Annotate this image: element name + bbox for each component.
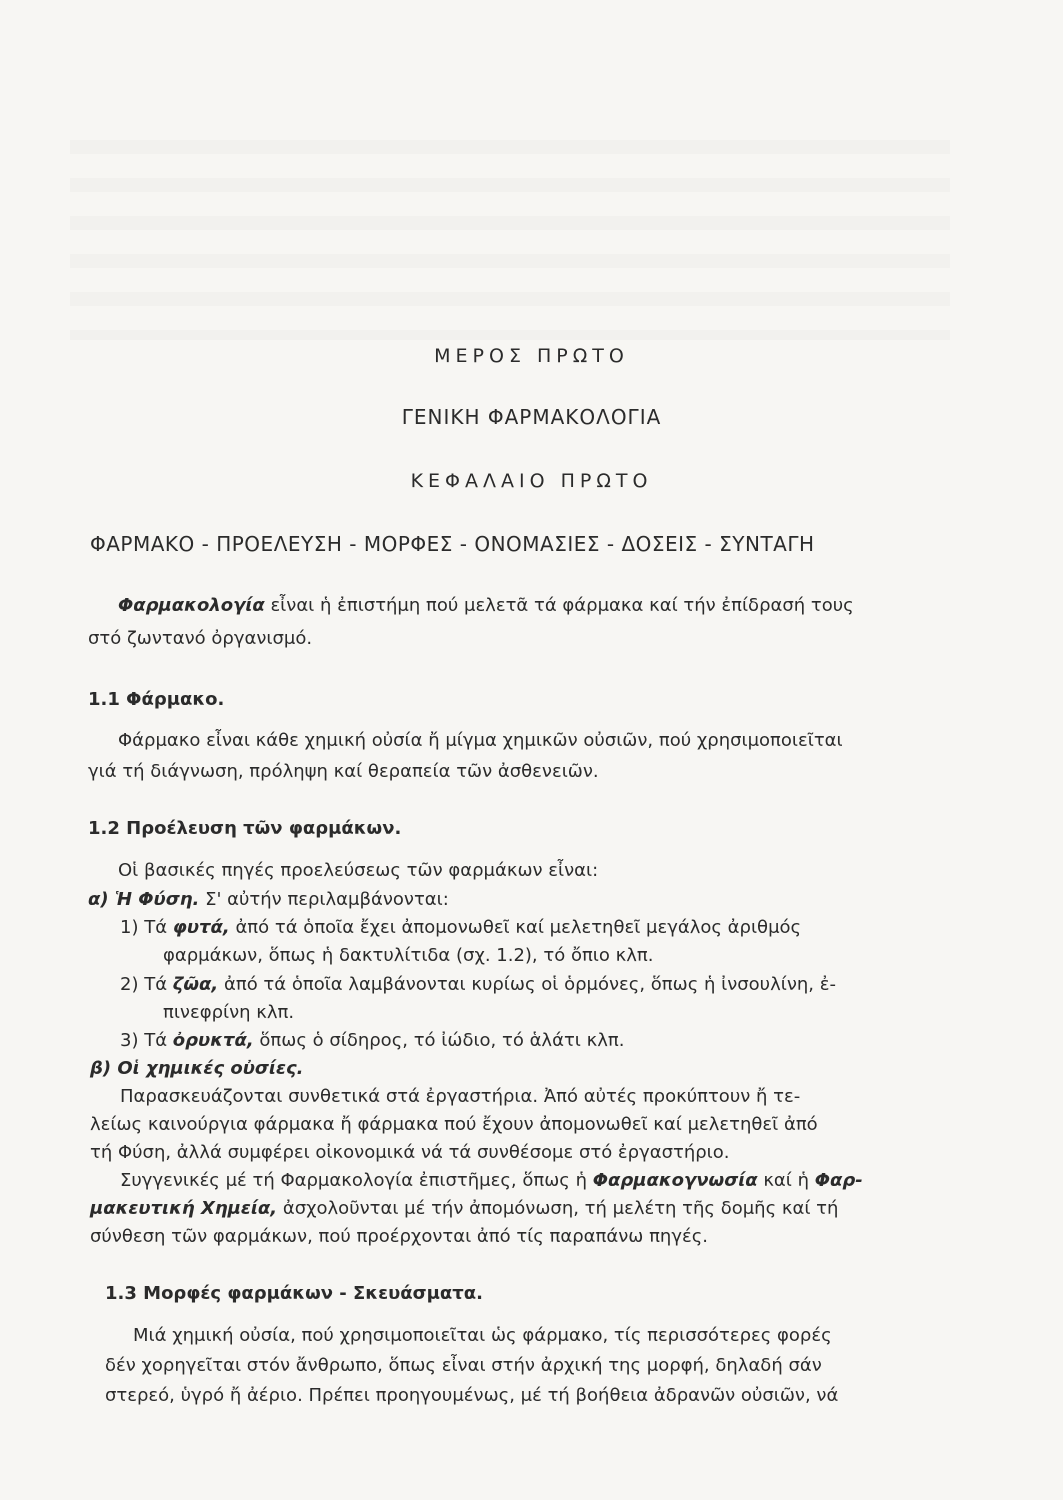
item-1-prefix: 1) Τά — [120, 917, 173, 938]
item-3-rest: ὅπως ὁ σίδηρος, τό ἰώδιο, τό ἁλάτι κλπ. — [253, 1030, 625, 1051]
source-nature-rest: Σ' αὐτήν περιλαμβάνονται: — [199, 889, 449, 910]
pharm-chem-term-part-2: μακευτική Χημεία, — [90, 1198, 278, 1219]
section-1-3-line-2: δέν χορηγεῖται στόν ἄνθρωπο, ὅπως εἶναι στήν ἀρχική της μορφή, δηλαδή σάν — [105, 1355, 822, 1376]
show-through-bleed — [70, 140, 950, 340]
item-3-term: ὀρυκτά, — [172, 1030, 254, 1051]
source-chemicals-label: β) Οἱ χημικές οὐσίες. — [90, 1058, 304, 1079]
part-title: ΜΕΡΟΣ ΠΡΩΤΟ — [434, 345, 629, 367]
section-1-2-a — [88, 886, 449, 914]
section-1-1-line-2: γιά τή διάγνωση, πρόληψη καί θεραπεία τῶν ἀσθενειῶν. — [88, 761, 599, 782]
intro-term: Φαρμακολογία — [118, 595, 265, 616]
pharm-chem-term-part-1: Φαρ- — [814, 1170, 863, 1191]
item-1-line-1 — [120, 914, 801, 942]
chemicals-line-2: λείως καινούργια φάρμακα ἤ φάρμακα πού ἔχουν ἀπομονωθεῖ καί μελετηθεῖ ἀπό — [90, 1114, 818, 1135]
related-sciences-prefix: Συγγενικές μέ τή Φαρμακολογία ἐπιστῆμες, ὅπως ἡ — [120, 1170, 593, 1191]
related-sciences-mid: καί ἡ — [757, 1170, 815, 1191]
section-1-1-heading: 1.1 Φάρμακο. — [88, 689, 225, 710]
related-sciences-line-2-rest: ἀσχολοῦνται μέ τήν ἀπομόνωση, τή μελέτη τῆς δομῆς καί τή — [277, 1198, 839, 1219]
section-1-1-line-1: Φάρμακο εἶναι κάθε χημική οὐσία ἤ μίγμα χημικῶν οὐσιῶν, πού χρησιμοποιεῖται — [118, 730, 843, 751]
chapter-title: ΚΕΦΑΛΑΙΟ ΠΡΩΤΟ — [410, 470, 653, 492]
item-2-term: ζῶα, — [172, 974, 219, 995]
chemicals-line-1: Παρασκευάζονται συνθετικά στά ἐργαστήρια. Ἀπό αὐτές προκύπτουν ἤ τε- — [120, 1086, 801, 1107]
item-2-line-2: πινεφρίνη κλπ. — [163, 1002, 295, 1023]
intro-line-1-rest: εἶναι ἡ ἐπιστήμη πού μελετᾶ τά φάρμακα καί τήν ἐπίδρασή τους — [264, 595, 854, 616]
section-1-2-intro: Οἱ βασικές πηγές προελεύσεως τῶν φαρμάκων εἶναι: — [118, 860, 599, 881]
source-nature-label: α) Ἡ Φύση. — [88, 889, 200, 910]
general-title: ΓΕΝΙΚΗ ΦΑΡΜΑΚΟΛΟΓΙΑ — [401, 405, 662, 429]
item-1-line-2: φαρμάκων, ὅπως ἡ δακτυλίτιδα (σχ. 1.2), τό ὄπιο κλπ. — [163, 945, 654, 966]
section-1-3-line-1: Μιά χημική οὐσία, πού χρησιμοποιεῖται ὡς φάρμακο, τίς περισσότερες φορές — [133, 1325, 832, 1346]
section-1-3-heading: 1.3 Μορφές φαρμάκων - Σκευάσματα. — [105, 1283, 483, 1304]
related-sciences-line-1 — [120, 1167, 863, 1195]
related-sciences-line-2 — [90, 1195, 838, 1223]
intro-line-1 — [118, 592, 854, 620]
item-3-prefix: 3) Τά — [120, 1030, 173, 1051]
item-2-line-1 — [120, 971, 836, 999]
chemicals-line-3: τή Φύση, ἀλλά συμφέρει οἰκονομικά νά τά συνθέσομε στό ἐργαστήριο. — [90, 1142, 730, 1163]
intro-line-2: στό ζωντανό ὀργανισμό. — [88, 628, 313, 649]
item-2-rest: ἀπό τά ὁποῖα λαμβάνονται κυρίως οἱ ὁρμόνες, ὅπως ἡ ἰνσουλίνη, ἐ- — [218, 974, 836, 995]
section-1-3-line-3: στερεό, ὑγρό ἤ ἀέριο. Πρέπει προηγουμένως, μέ τή βοήθεια ἀδρανῶν οὐσιῶν, νά — [105, 1385, 839, 1406]
related-sciences-line-3: σύνθεση τῶν φαρμάκων, πού προέρχονται ἀπό τίς παραπάνω πηγές. — [90, 1226, 709, 1247]
item-2-prefix: 2) Τά — [120, 974, 173, 995]
item-1-term: φυτά, — [172, 917, 230, 938]
item-3-line — [120, 1027, 624, 1055]
item-1-rest: ἀπό τά ὁποῖα ἔχει ἀπομονωθεῖ καί μελετηθεῖ μεγάλος ἀριθμός — [229, 917, 802, 938]
section-1-2-heading: 1.2 Προέλευση τῶν φαρμάκων. — [88, 818, 402, 839]
chapter-subtitle: ΦΑΡΜΑΚΟ - ΠΡΟΕΛΕΥΣΗ - ΜΟΡΦΕΣ - ΟΝΟΜΑΣΙΕΣ - ΔΟΣΕΙΣ - ΣΥΝΤΑΓΗ — [90, 532, 815, 556]
pharmacognosy-term: Φαρμακογνωσία — [592, 1170, 758, 1191]
